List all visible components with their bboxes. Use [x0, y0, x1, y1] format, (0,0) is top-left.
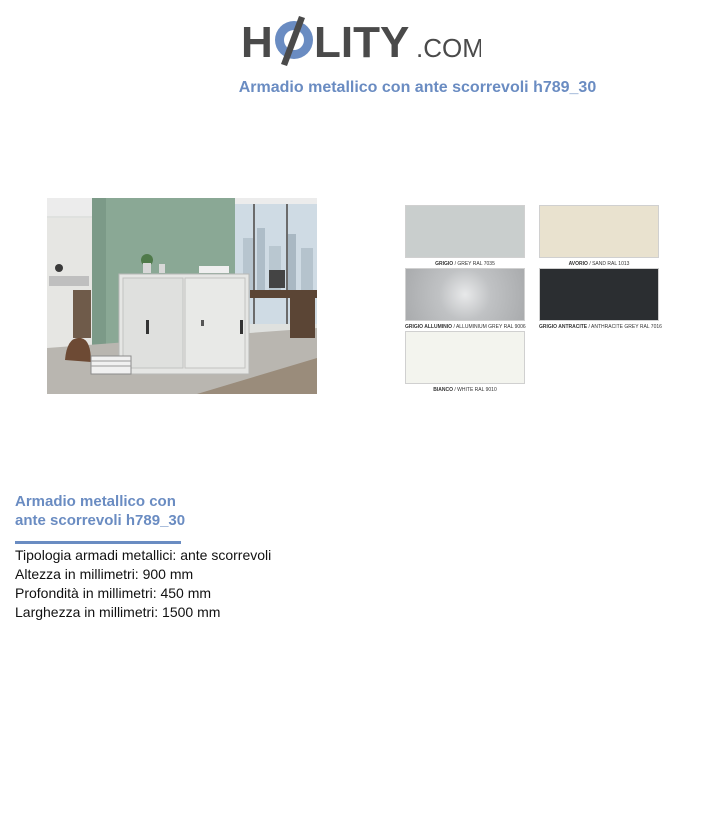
office-cabinet-illustration [47, 198, 317, 394]
logo-graphic [241, 12, 481, 70]
product-heading-line2: ante scorrevoli h789_30 [15, 512, 186, 529]
spec-type: Tipologia armadi metallici: ante scorrevoli [15, 547, 272, 563]
swatch-avorio[interactable] [539, 205, 659, 267]
swatch-bianco[interactable] [405, 331, 525, 393]
product-heading [15, 492, 215, 530]
product-image [47, 198, 317, 394]
logo-suffix: .COM [416, 33, 481, 63]
swatch-caption: GRIGIO ALLUMINIO / ALLUMINIUM GREY RAL 9006 [405, 324, 526, 330]
swatch-chip [405, 331, 525, 384]
swatch-grigio-alluminio[interactable] [405, 268, 525, 330]
spec-width: Larghezza in millimetri: 1500 mm [15, 604, 221, 620]
swatch-chip [539, 205, 659, 258]
swatch-grigio[interactable] [405, 205, 525, 267]
spec-height: Altezza in millimetri: 900 mm [15, 566, 194, 582]
heading-underline [15, 541, 181, 544]
holity-logo[interactable] [241, 12, 481, 70]
swatch-chip [539, 268, 659, 321]
swatch-caption: AVORIO / SAND RAL 1013 [568, 261, 630, 267]
swatch-grigio-antracite[interactable] [539, 268, 662, 330]
swatch-chip [405, 205, 525, 258]
logo-letter-h: H [241, 18, 273, 67]
swatch-caption: BIANCO / WHITE RAL 9010 [433, 387, 497, 393]
spec-list [15, 546, 271, 622]
page-title: Armadio metallico con ante scorrevoli h789_30 [238, 79, 597, 96]
logo-word: LITY [314, 18, 410, 67]
color-swatch-panel [405, 205, 660, 395]
swatch-caption: GRIGIO / GREY RAL 7035 [435, 261, 495, 267]
product-heading-line1: Armadio metallico con [15, 493, 176, 510]
swatch-chip [405, 268, 525, 321]
spec-depth: Profondità in millimetri: 450 mm [15, 585, 212, 601]
swatch-caption: GRIGIO ANTRACITE / ANTHRACITE GREY RAL 7016 [539, 324, 662, 330]
